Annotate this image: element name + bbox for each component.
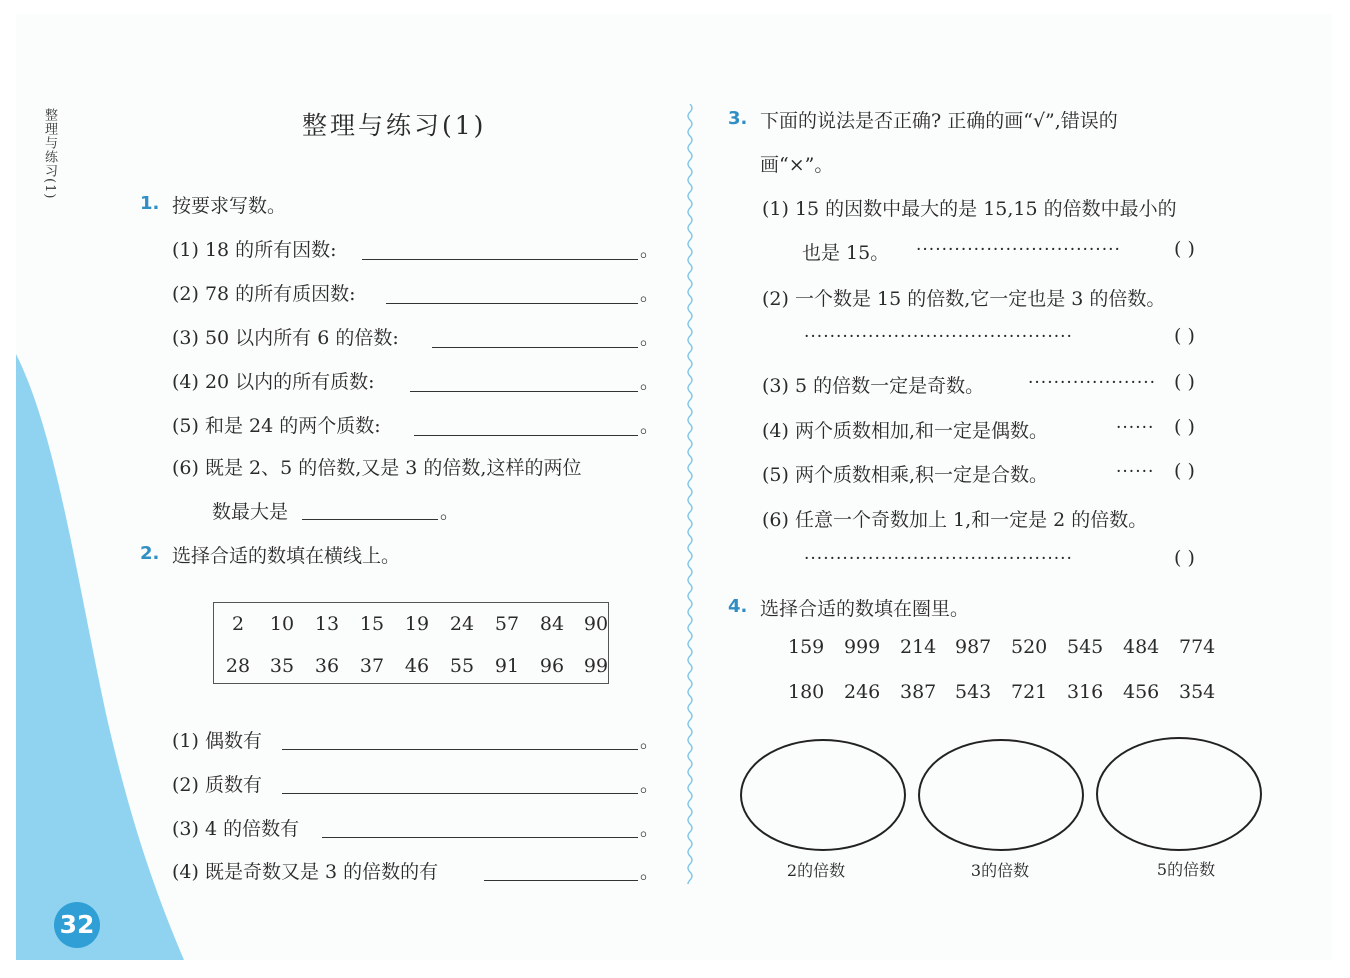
answer-paren-1[interactable]: ( ): [1174, 238, 1195, 260]
q3-item3: (3) 5 的倍数一定是奇数。: [762, 375, 985, 397]
q4-number: 214: [900, 636, 937, 658]
q4-number: 159: [788, 636, 825, 658]
end-mark: 。: [640, 283, 660, 305]
q1-prompt: 按要求写数。: [172, 195, 287, 217]
end-mark: 。: [640, 239, 660, 261]
number-cell: 24: [449, 613, 475, 635]
answer-line[interactable]: [410, 391, 638, 392]
number-cell: 13: [314, 613, 340, 635]
end-mark: 。: [440, 501, 460, 523]
leader-dots: ····················: [1028, 373, 1157, 393]
answer-circle-2[interactable]: [740, 739, 906, 851]
end-mark: 。: [640, 415, 660, 437]
q4-number: 456: [1123, 681, 1160, 703]
q2-item: (4) 既是奇数又是 3 的倍数的有: [172, 861, 439, 883]
q4-number: 774: [1179, 636, 1216, 658]
leader-dots: ································: [916, 240, 1121, 260]
end-mark: 。: [640, 818, 660, 840]
q4-number: 520: [1011, 636, 1048, 658]
q4-number: 987: [955, 636, 992, 658]
q4-number: 316: [1067, 681, 1104, 703]
number-cell: 2: [231, 613, 245, 635]
circle-label-2: 2的倍数: [786, 861, 846, 880]
number-cell: 28: [225, 655, 251, 677]
answer-paren-6[interactable]: ( ): [1174, 547, 1195, 569]
q3-item5: (5) 两个质数相乘,积一定是合数。: [762, 464, 1048, 486]
q1-item: (2) 78 的所有质因数:: [172, 283, 356, 305]
answer-paren-5[interactable]: ( ): [1174, 460, 1195, 482]
q2-prompt: 选择合适的数填在横线上。: [172, 545, 401, 567]
answer-paren-3[interactable]: ( ): [1174, 371, 1195, 393]
number-cell: 10: [269, 613, 295, 635]
answer-paren-4[interactable]: ( ): [1174, 416, 1195, 438]
number-cell: 37: [359, 655, 385, 677]
q2-item: (2) 质数有: [172, 774, 262, 796]
leader-dots: ··········································: [804, 549, 1073, 569]
answer-circle-5[interactable]: [1096, 737, 1262, 851]
page-number-badge: 32: [54, 902, 100, 948]
q3-item6: (6) 任意一个奇数加上 1,和一定是 2 的倍数。: [762, 509, 1148, 531]
q4-number: 484: [1123, 636, 1160, 658]
q1-number: 1.: [140, 193, 160, 214]
q1-item: (4) 20 以内的所有质数:: [172, 371, 375, 393]
end-mark: 。: [640, 730, 660, 752]
q4-prompt: 选择合适的数填在圈里。: [760, 598, 970, 620]
end-mark: 。: [640, 327, 660, 349]
q4-number: 246: [844, 681, 881, 703]
number-cell: 57: [494, 613, 520, 635]
leader-dots: ······: [1116, 462, 1155, 482]
answer-line[interactable]: [362, 259, 638, 260]
q3-item2: (2) 一个数是 15 的倍数,它一定也是 3 的倍数。: [762, 288, 1166, 310]
q4-number: 999: [844, 636, 881, 658]
circle-label-3: 3的倍数: [970, 861, 1030, 880]
number-cell: 91: [494, 655, 520, 677]
number-cell: 99: [583, 655, 609, 677]
end-mark: 。: [640, 371, 660, 393]
number-table: [213, 602, 609, 684]
q1-item: (6) 既是 2、5 的倍数,又是 3 的倍数,这样的两位: [172, 457, 582, 479]
answer-line[interactable]: [414, 435, 638, 436]
leader-dots: ······: [1116, 418, 1155, 438]
q1-item6-cont: 数最大是: [212, 501, 289, 523]
q4-number: 721: [1011, 681, 1048, 703]
number-cell: 96: [539, 655, 565, 677]
answer-line[interactable]: [432, 347, 638, 348]
q4-number: 4.: [728, 596, 748, 617]
q1-item: (3) 50 以内所有 6 的倍数:: [172, 327, 399, 349]
number-cell: 84: [539, 613, 565, 635]
q1-item: (5) 和是 24 的两个质数:: [172, 415, 381, 437]
q4-number: 543: [955, 681, 992, 703]
q3-number: 3.: [728, 108, 748, 129]
answer-line[interactable]: [282, 749, 638, 750]
page-title: 整理与练习(1): [302, 111, 487, 140]
q4-number: 354: [1179, 681, 1216, 703]
q4-number: 180: [788, 681, 825, 703]
answer-line[interactable]: [386, 303, 638, 304]
q3-prompt-line1: 下面的说法是否正确? 正确的画“√”,错误的: [760, 110, 1118, 132]
q2-item: (1) 偶数有: [172, 730, 262, 752]
answer-line[interactable]: [322, 837, 638, 838]
number-cell: 36: [314, 655, 340, 677]
end-mark: 。: [640, 861, 660, 883]
number-cell: 55: [449, 655, 475, 677]
number-cell: 46: [404, 655, 430, 677]
number-cell: 15: [359, 613, 385, 635]
number-cell: 35: [269, 655, 295, 677]
q2-item: (3) 4 的倍数有: [172, 818, 300, 840]
q4-number: 387: [900, 681, 937, 703]
side-title: 整理与练习(1): [42, 108, 57, 200]
circle-label-5: 5的倍数: [1156, 860, 1216, 879]
q3-item1-line2: 也是 15。: [802, 242, 890, 264]
number-cell: 19: [404, 613, 430, 635]
q2-number: 2.: [140, 543, 160, 564]
answer-circle-3[interactable]: [918, 739, 1084, 851]
end-mark: 。: [640, 774, 660, 796]
leader-dots: ··········································: [804, 327, 1073, 347]
answer-paren-2[interactable]: ( ): [1174, 325, 1195, 347]
answer-line[interactable]: [302, 519, 438, 520]
answer-line[interactable]: [282, 793, 638, 794]
number-cell: 90: [583, 613, 609, 635]
answer-line[interactable]: [484, 880, 638, 881]
q3-item4: (4) 两个质数相加,和一定是偶数。: [762, 420, 1048, 442]
page-divider: [684, 104, 696, 884]
q3-prompt-line2: 画“×”。: [760, 154, 834, 176]
q1-item: (1) 18 的所有因数:: [172, 239, 337, 261]
q3-item1-line1: (1) 15 的因数中最大的是 15,15 的倍数中最小的: [762, 198, 1177, 220]
q4-number: 545: [1067, 636, 1104, 658]
